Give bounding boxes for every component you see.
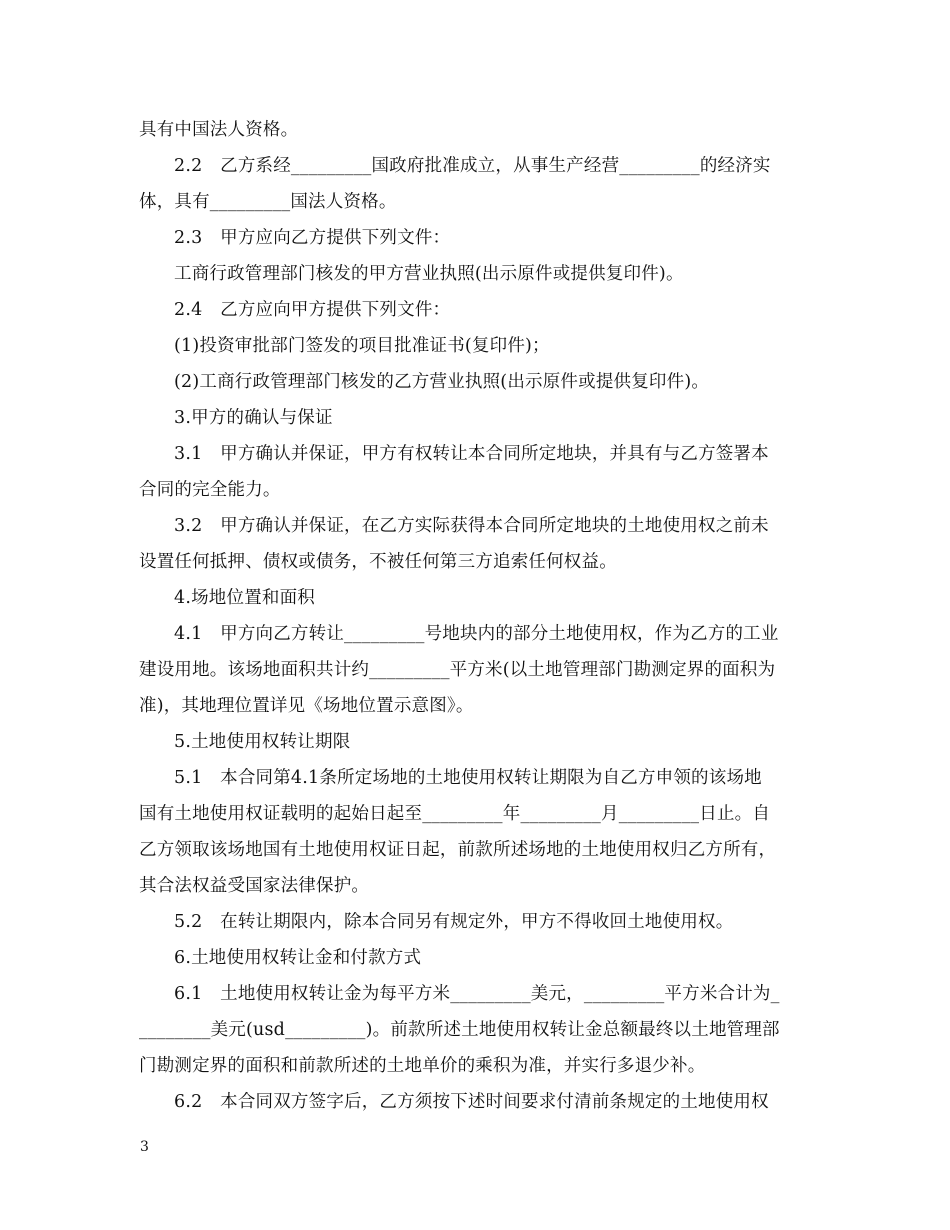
text-line: 具有中国法人资格。 [139,120,299,140]
text-line: 2.4 乙方应向甲方提供下列文件： [174,300,451,320]
text-line: 2.3 甲方应向乙方提供下列文件： [174,228,451,248]
text-line: 门勘测定界的面积和前款所述的土地单价的乘积为准，并实行多退少补。 [139,1056,706,1076]
text-line: 建设用地。该场地面积共计约_________平方米(以土地管理部门勘测定界的面积为 [139,660,776,680]
text-line: 合同的完全能力。 [139,480,281,500]
text-line: 3.甲方的确认与保证 [174,408,333,428]
text-line: 准)，其地理位置详见《场地位置示意图》。 [139,696,474,716]
text-line: 5.1 本合同第4.1条所定场地的土地使用权转让期限为自乙方申领的该场地 [174,768,762,788]
text-line: 5.土地使用权转让期限 [174,732,351,752]
text-line: 工商行政管理部门核发的甲方营业执照(出示原件或提供复印件)。 [174,264,684,284]
text-line: 3.1 甲方确认并保证，甲方有权转让本合同所定地块，并具有与乙方签署本 [174,444,769,464]
text-line: (2)工商行政管理部门核发的乙方营业执照(出示原件或提供复印件)。 [174,372,710,392]
text-line: 设置任何抵押、债权或债务，不被任何第三方追索任何权益。 [139,552,617,572]
document-body [139,112,829,1120]
text-line: 体，具有_________国法人资格。 [139,192,397,212]
text-line: 国有土地使用权证载明的起始日起至_________年_________月_________日止。自 [139,804,771,824]
text-line: 4.1 甲方向乙方转让_________号地块内的部分土地使用权，作为乙方的工业 [174,624,779,644]
text-line: ________美元(usd_________)。前款所述土地使用权转让金总额最终以土地管理部 [139,1020,780,1040]
text-line: 其合法权益受国家法律保护。 [139,876,370,896]
text-line: 4.场地位置和面积 [174,588,315,608]
text-line: 3.2 甲方确认并保证，在乙方实际获得本合同所定地块的土地使用权之前未 [174,516,769,536]
text-line: (1)投资审批部门签发的项目批准证书(复印件)； [174,336,550,356]
text-line: 2.2 乙方系经_________国政府批准成立，从事生产经营_________的经济实 [174,156,771,176]
text-line: 6.2 本合同双方签字后，乙方须按下述时间要求付清前条规定的土地使用权 [174,1092,769,1112]
text-line: 6.1 土地使用权转让金为每平方米_________美元，_________平方米合计为_ [174,984,780,1004]
text-line: 乙方领取该场地国有土地使用权证日起，前款所述场地的土地使用权归乙方所有， [139,840,777,860]
page-number: 3 [140,1139,149,1155]
text-line: 5.2 在转让期限内，除本合同另有规定外，甲方不得收回土地使用权。 [174,912,734,932]
text-line: 6.土地使用权转让金和付款方式 [174,948,422,968]
